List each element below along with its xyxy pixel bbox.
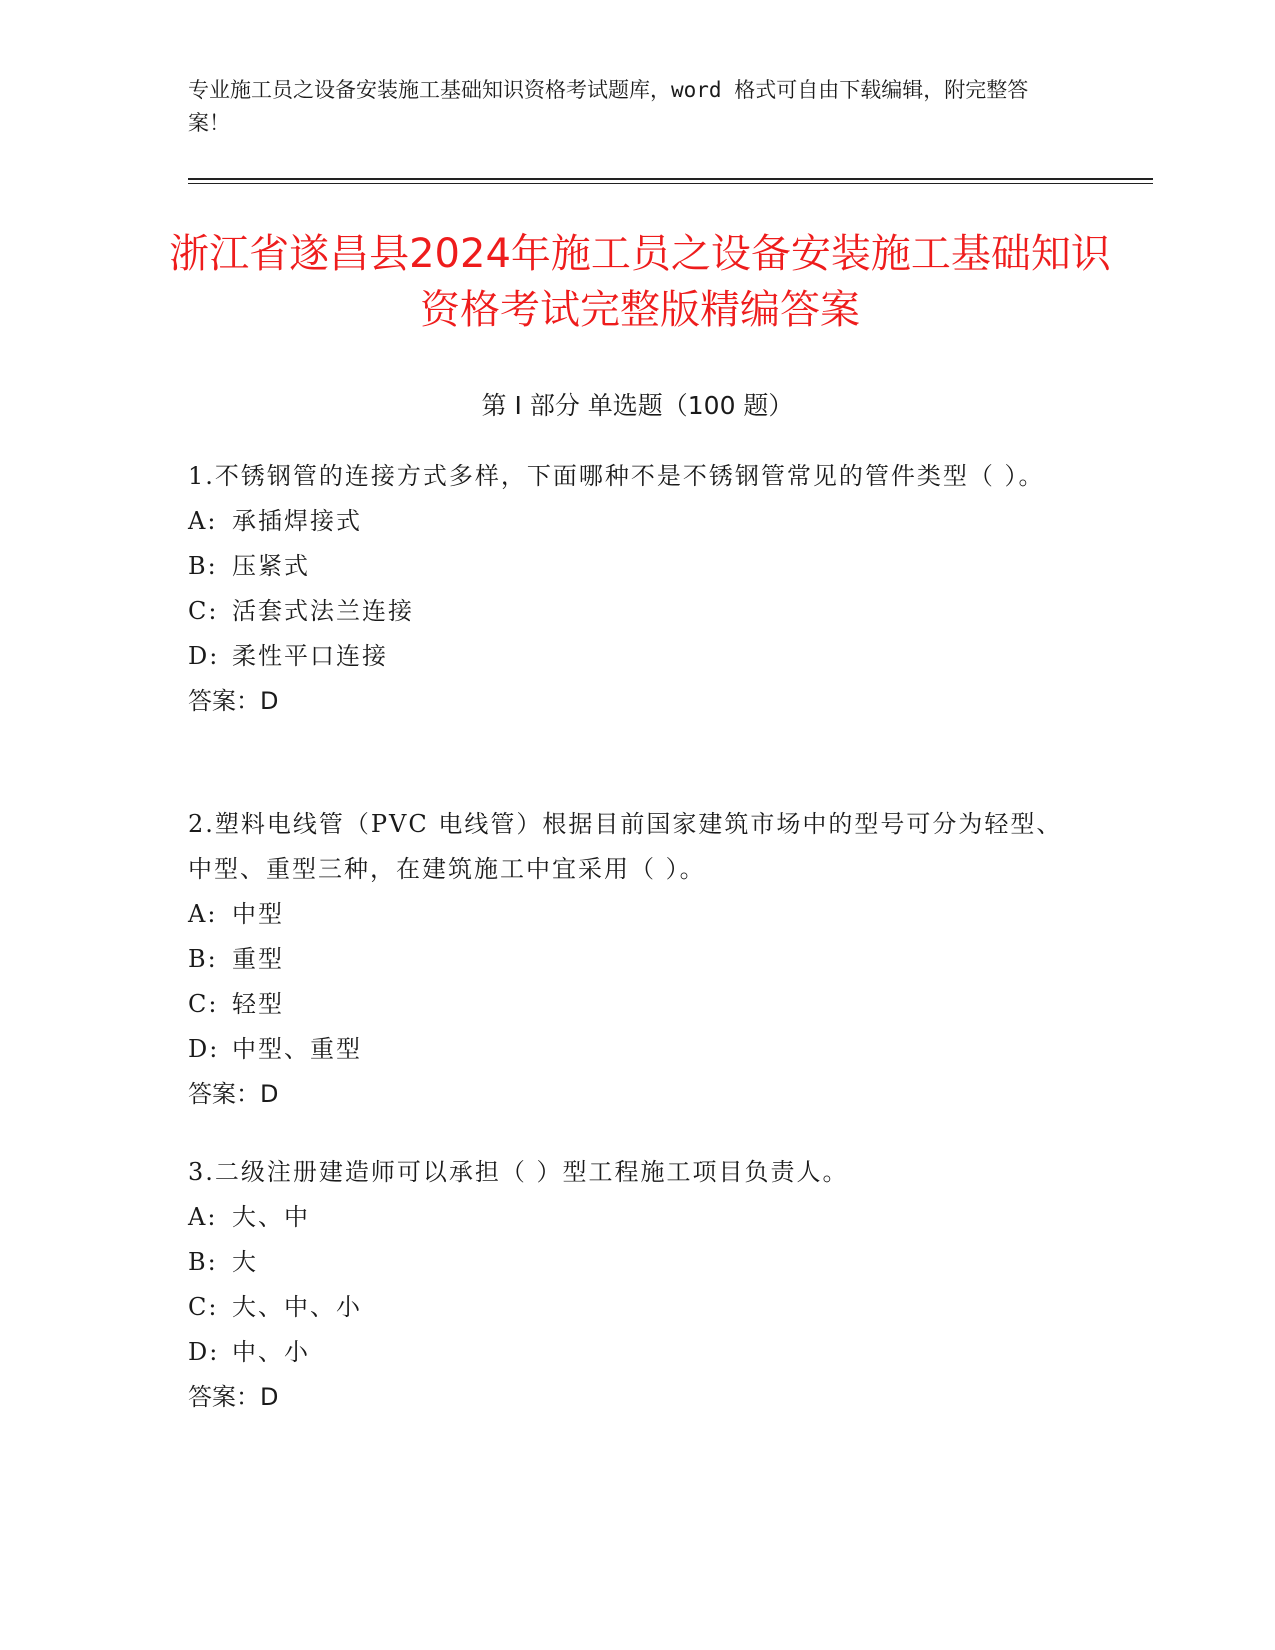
option-text: 轻型	[232, 990, 284, 1018]
option-b	[188, 544, 1088, 589]
option-text: 大、中、小	[232, 1293, 362, 1321]
option-a	[188, 892, 1088, 937]
option-c	[188, 982, 1088, 1027]
option-d	[188, 1330, 1088, 1375]
section-title: 第 I 部分 单选题（100 题）	[481, 391, 794, 420]
option-a	[188, 499, 1088, 544]
option-letter: D:	[188, 1338, 220, 1366]
answer-value: D	[260, 687, 279, 715]
question-3	[188, 1150, 1088, 1420]
header-rule-thin	[188, 183, 1153, 184]
option-d	[188, 1027, 1088, 1072]
answer-line	[188, 679, 1088, 724]
option-text: 大、中	[232, 1203, 310, 1231]
option-letter: C:	[188, 1293, 219, 1321]
option-text: 承插焊接式	[232, 507, 362, 535]
option-text: 重型	[232, 945, 284, 973]
option-text: 活套式法兰连接	[232, 597, 414, 625]
option-text: 中、小	[232, 1338, 310, 1366]
answer-prefix: 答案：	[188, 687, 260, 715]
answer-value: D	[260, 1383, 279, 1411]
question-stem: 3.二级注册建造师可以承担（ ）型工程施工项目负责人。	[188, 1158, 849, 1186]
option-text: 中型	[232, 900, 284, 928]
option-b	[188, 937, 1088, 982]
option-letter: A:	[188, 507, 218, 535]
question-1	[188, 454, 1088, 724]
option-letter: D:	[188, 1035, 220, 1063]
option-letter: B:	[188, 1248, 218, 1276]
option-a	[188, 1195, 1088, 1240]
question-stem: 2.塑料电线管（PVC 电线管）根据目前国家建筑市场中的型号可分为轻型、中型、重型三种，在建筑施工中宜采用（ ）。	[188, 810, 1063, 883]
option-text: 大	[232, 1248, 258, 1276]
answer-line	[188, 1375, 1088, 1420]
option-letter: A:	[188, 900, 218, 928]
option-letter: C:	[188, 990, 219, 1018]
option-text: 中型、重型	[232, 1035, 362, 1063]
option-c	[188, 1285, 1088, 1330]
option-letter: C:	[188, 597, 219, 625]
answer-line	[188, 1072, 1088, 1117]
question-2	[188, 802, 1088, 1117]
option-text: 压紧式	[232, 552, 310, 580]
option-b	[188, 1240, 1088, 1285]
option-letter: B:	[188, 945, 218, 973]
option-letter: B:	[188, 552, 218, 580]
option-text: 柔性平口连接	[232, 642, 388, 670]
answer-prefix: 答案：	[188, 1080, 260, 1108]
option-d	[188, 634, 1088, 679]
header-note: 专业施工员之设备安装施工基础知识资格考试题库，word 格式可自由下载编辑，附完整答案！	[188, 78, 1029, 135]
answer-value: D	[260, 1080, 279, 1108]
header-rule-thick	[188, 178, 1153, 180]
question-stem: 1.不锈钢管的连接方式多样，下面哪种不是不锈钢管常见的管件类型（ ）。	[188, 462, 1045, 490]
option-c	[188, 589, 1088, 634]
document-title: 浙江省遂昌县2024年施工员之设备安装施工基础知识资格考试完整版精编答案	[169, 231, 1111, 333]
option-letter: A:	[188, 1203, 218, 1231]
option-letter: D:	[188, 642, 220, 670]
answer-prefix: 答案：	[188, 1383, 260, 1411]
